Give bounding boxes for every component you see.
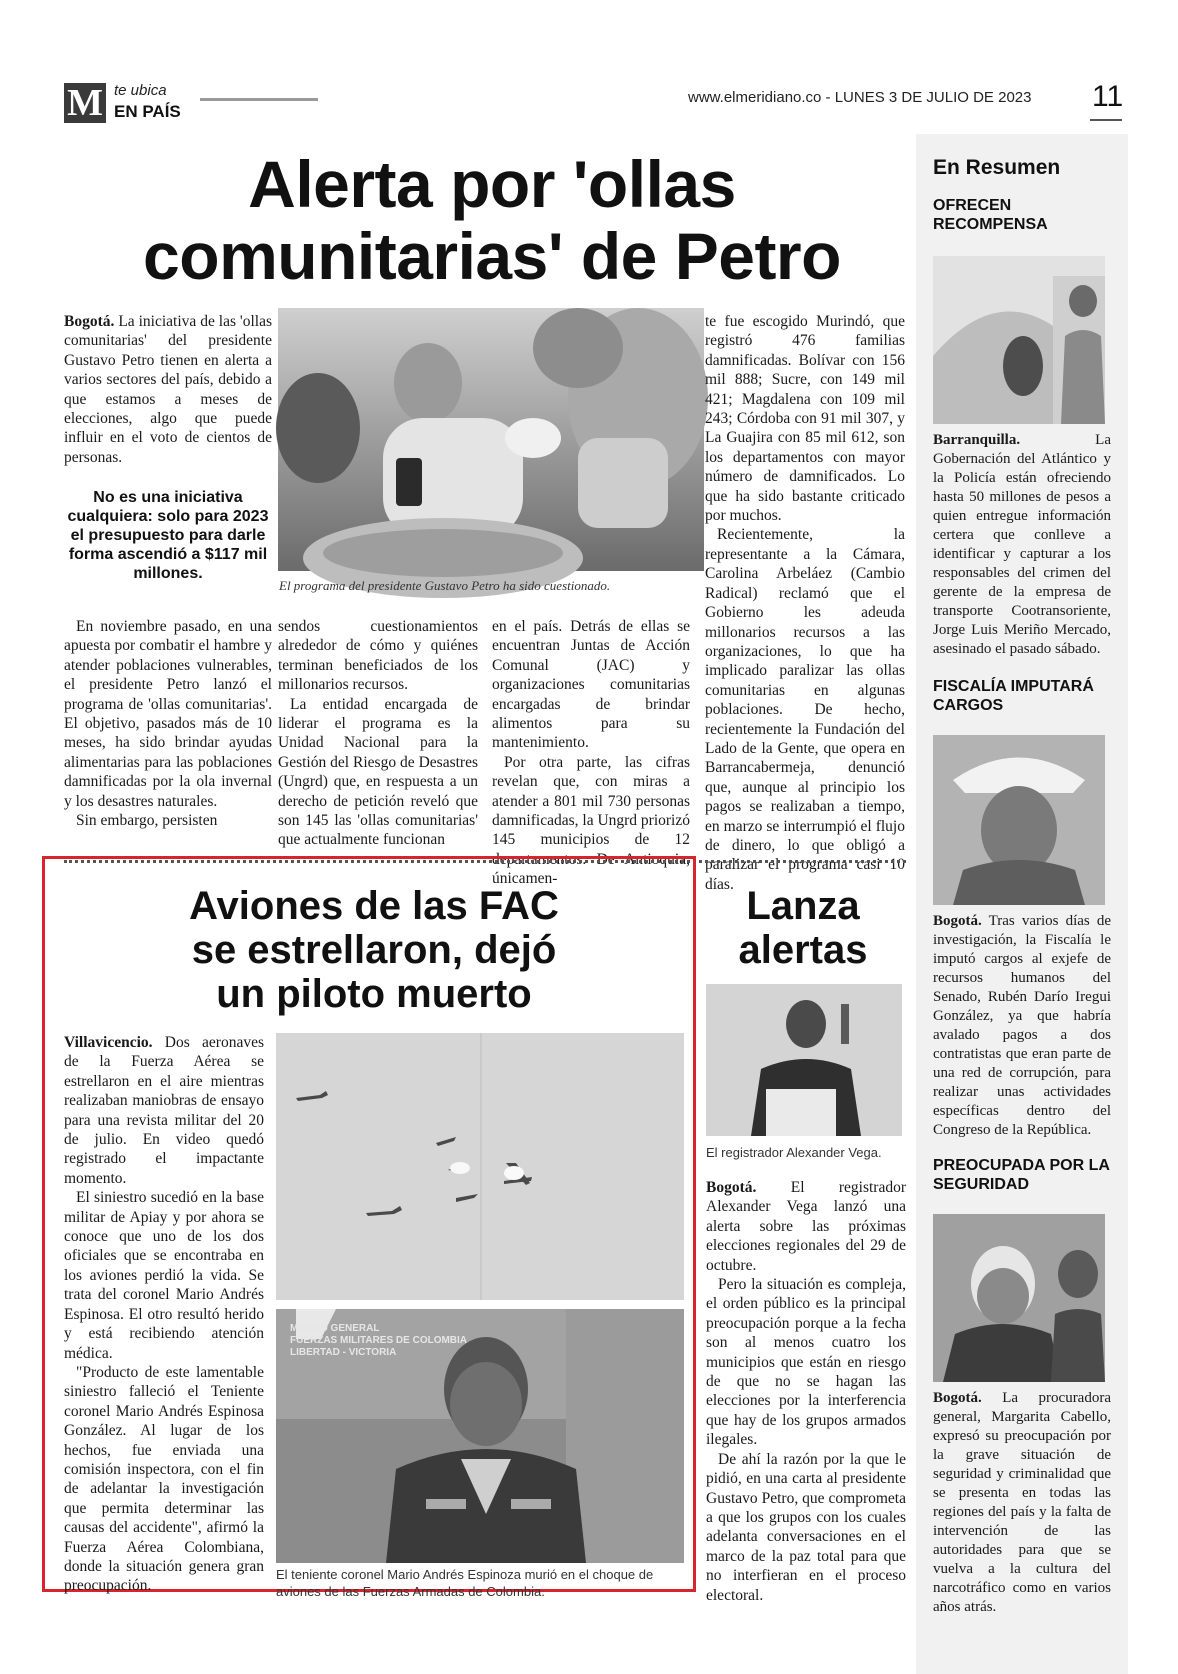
main-headline-line-2: comunitarias' de Petro	[143, 219, 841, 293]
dateline: Bogotá.	[64, 313, 115, 330]
sidebar-item-1-photo-illustration	[933, 256, 1105, 424]
sidebar-item-2-photo-illustration	[933, 735, 1105, 905]
section-label: EN PAÍS	[114, 102, 181, 121]
sidebar-item-3-heading: PREOCUPADA POR LA SEGURIDAD	[933, 1157, 1110, 1193]
page-number-rule	[1090, 119, 1122, 121]
body-text: sendos cuestionamientos alrededor de cómo y quiénes terminan beneficiados de los millonarios recursos.	[278, 618, 478, 694]
petro-photo	[278, 308, 704, 571]
dateline: Barranquilla.	[933, 432, 1021, 448]
fac-headline-line-2: se estrellaron, dejó	[191, 928, 557, 972]
fac-column	[64, 1033, 264, 1595]
body-text: La iniciativa de las 'ollas comunitarias' del presidente Gustavo Petro tienen en alerta a varios sectores del país, debido a que estamos a meses de elecciones, algo que puede influir en el voto de cientos de personas.	[64, 313, 272, 466]
sidebar-item-1-heading: OFRECEN RECOMPENSA	[933, 197, 1048, 233]
newspaper-logo: M	[64, 83, 106, 123]
body-text: Dos aeronaves de la Fuerza Aérea se estrellaron en el aire mientras realizaban maniobras de ensayo para una revista militar del 20 de julio. En video quedó registrado el impactante momento.	[64, 1034, 264, 1187]
dateline: Villavicencio.	[64, 1034, 153, 1051]
planes-photo-illustration	[276, 1033, 684, 1300]
body-text: Pero la situación es compleja, el orden público es la principal preocupación porque a la fecha son al menos cuatro los municipios que están en riesgo de que no se hagan las elecciones por la interferencia que hay de los grupos armados ilegales.	[706, 1276, 906, 1449]
registrador-photo-caption: El registrador Alexander Vega.	[706, 1145, 882, 1160]
sidebar-item-1-photo	[933, 256, 1105, 424]
registrador-photo	[706, 984, 902, 1136]
lanza-headline	[700, 884, 906, 972]
body-text: Por otra parte, las cifras revelan que, con miras a atender a 801 mil 730 personas damnificadas, la Ungrd priorizó 145 municipios de 12 departamentos. De Antioquia, únicamen-	[492, 753, 690, 888]
sidebar-item-2-heading: FISCALÍA IMPUTARÁ CARGOS	[933, 678, 1094, 714]
header-rule	[200, 98, 318, 101]
body-text: Tras varios días de investigación, la Fiscalía le imputó cargos al exjefe de recursos humanos del Senado, Rubén Darío Iregui González, ya que habría avalado pagos a dos contratistas que eran parte de una red de corrupción, para realizar unas actividades específicas dentro del Congreso de la República.	[933, 913, 1112, 1138]
main-column-3	[492, 617, 690, 889]
sidebar-item-1-text	[933, 431, 1111, 659]
backdrop-text-line: MANDO GENERAL	[290, 1323, 380, 1334]
main-headline	[62, 148, 922, 292]
body-text: Sin embargo, persisten	[76, 812, 218, 830]
pull-quote: No es una iniciativa cualquiera: solo para 2023 el presupuesto para darle forma ascendió a $117 mil millones.	[67, 489, 269, 582]
body-text: De ahí la razón por la que le pidió, en una carta al presidente Gustavo Petro, que comprometa a que los grupos con los cuales adelanta conversaciones en el marco de la paz total para que no interfieran en el proceso electoral.	[706, 1450, 906, 1604]
body-text: en el país. Detrás de ellas se encuentran Juntas de Acción Comunal (JAC) y organizaciones comunitarias encargadas de brindar alimentos para su mantenimiento.	[492, 618, 690, 752]
main-column-1-top	[64, 312, 272, 467]
planes-photo	[276, 1033, 684, 1300]
body-text: La procuradora general, Margarita Cabello, expresó su preocupación por la grave situación de seguridad y criminalidad que se presenta en todas las regiones del país y la falta de intervención de las autoridades para que se vuelva a la cultura del narcotráfico como en varios años atrás.	[933, 1390, 1111, 1615]
petro-photo-caption: El programa del presidente Gustavo Petro ha sido cuestionado.	[279, 578, 611, 593]
body-text: La Gobernación del Atlántico y la Policía están ofreciendo hasta 50 millones de pesos a quien entregue información certera que conlleve a identificar y capturar a los responsables del crimen del gerente de la empresa de transporte Cootransoriente, Jorge Luis Meriño Mercado, asesinado el pasado sábado.	[933, 432, 1111, 657]
lanza-headline-line-2: alertas	[738, 928, 868, 972]
main-headline-line-1: Alerta por 'ollas	[248, 147, 736, 221]
body-text: En noviembre pasado, en una apuesta por combatir el hambre y atender poblaciones vulnerables, el presidente Petro lanzó el programa de 'ollas comunitarias'. El objetivo, pasados más de 10 meses, ha sido brindar ayudas alimentarias para las poblaciones damnificadas por la ola invernal y los desastres naturales.	[64, 618, 272, 810]
fac-headline-line-3: un piloto muerto	[216, 972, 532, 1016]
body-text: te fue escogido Murindó, que registró 476 familias damnificadas. Bolívar con 156 mil 888; Sucre, con 149 mil 421; Magdalena con 109 mil 243; Córdoba con 91 mil 307, y La Guajira con 85 mil 612, son los departamentos con mayor número de damnificados. Lo que ha sido bastante criticado por muchos.	[705, 313, 905, 525]
logo-tagline: te ubica	[114, 82, 167, 99]
pilot-photo	[276, 1309, 684, 1563]
dateline: Bogotá.	[706, 1179, 757, 1196]
dateline: Bogotá.	[933, 1390, 982, 1406]
body-text: La entidad encargada de liderar el programa es la Unidad Nacional para la Gestión del Riesgo de Desastres (Ungrd) que, en respuesta a un derecho de petición reveló que son 145 las 'ollas comunitarias' que actualmente funcionan	[278, 695, 478, 849]
site-and-date: www.elmeridiano.co - LUNES 3 DE JULIO DE 2023	[688, 89, 1032, 106]
sidebar-item-2-photo	[933, 735, 1105, 905]
registrador-photo-illustration	[706, 984, 902, 1136]
page-number: 11	[1092, 80, 1124, 113]
main-column-4	[705, 312, 905, 894]
main-column-2	[278, 617, 478, 850]
petro-photo-illustration	[278, 308, 704, 571]
body-text: "Producto de este lamentable siniestro falleció el Teniente coronel Mario Andrés Espinosa González. Al lugar de los hechos, fue enviada una comisión inspectora, con el fin de adelantar la investigación que permita determinar las causas del accidente", afirmó la Fuerza Aérea Colombiana, donde la situación genera gran preocupación.	[64, 1363, 264, 1595]
main-column-1-bottom	[64, 617, 272, 830]
body-text: El siniestro sucedió en la base militar de Apiay y por ahora se conoce que uno de los dos oficiales que se encontraba en los aviones perdió la vida. Se trata del coronel Mario Andrés Espinosa. El otro resultó herido y está recibiendo atención médica.	[64, 1189, 264, 1362]
sidebar-item-3-text	[933, 1389, 1111, 1617]
pilot-photo-caption: El teniente coronel Mario Andrés Espinoza murió en el choque de aviones de las Fuerzas Armadas de Colombia.	[276, 1567, 654, 1599]
lanza-headline-line-1: Lanza	[746, 884, 860, 928]
backdrop-text-line: FUERZAS MILITARES DE COLOMBIA	[290, 1335, 468, 1346]
fac-headline	[64, 884, 684, 1016]
lanza-column	[706, 1178, 906, 1605]
sidebar-item-2-text	[933, 912, 1111, 1140]
body-text: El registrador Alexander Vega lanzó una alerta sobre las próximas elecciones regionales del 29 de octubre.	[706, 1179, 906, 1274]
body-text: Recientemente, la representante a la Cámara, Carolina Arbeláez (Cambio Radical) reclamó que el Gobierno les adeuda millonarios recursos a las organizaciones, lo que ha implicado paralizar las ollas comunitarias en algunas poblaciones. De hecho, recientemente la Fundación del Lado de la Gente, que opera en Barrancabermeja, denunció que, aunque al principio los pagos se realizaban a tiempo, en marzo se interrumpió el flujo de dinero, lo que obligó a paralizar el programa casi 10 días.	[705, 526, 905, 893]
sidebar-item-3-photo	[933, 1214, 1105, 1382]
fac-headline-line-1: Aviones de las FAC	[189, 884, 559, 928]
backdrop-text-line: LIBERTAD - VICTORIA	[290, 1347, 397, 1358]
sidebar-item-3-photo-illustration	[933, 1214, 1105, 1382]
dateline: Bogotá.	[933, 913, 982, 929]
pilot-photo-backdrop-text	[290, 1323, 467, 1359]
sidebar-title: En Resumen	[933, 156, 1061, 179]
